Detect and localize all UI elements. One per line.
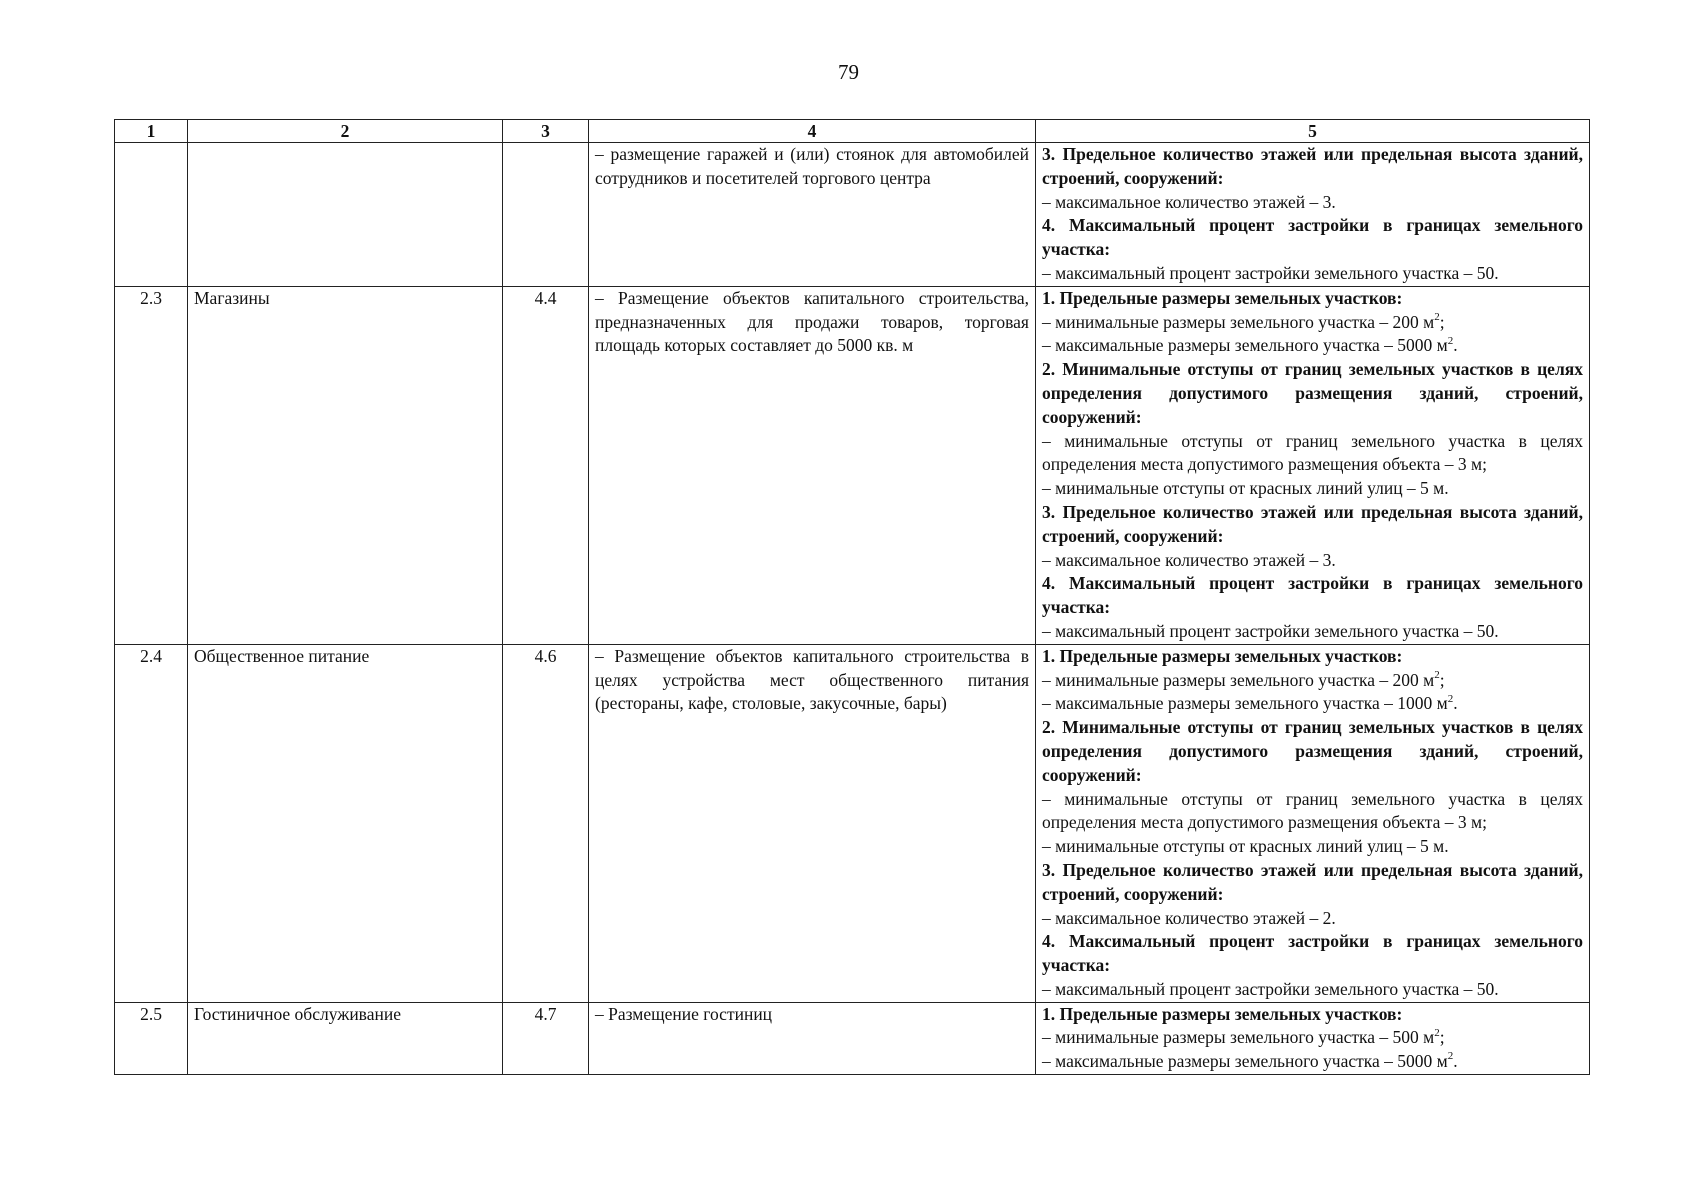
parameter-value xyxy=(1042,549,1583,573)
column-header: 3 xyxy=(503,120,589,143)
parameter-text: 1. Предельные размеры земельных участков: xyxy=(1042,645,1403,666)
parameter-text: 1. Предельные размеры земельных участков: xyxy=(1042,287,1403,308)
column-header: 4 xyxy=(589,120,1036,143)
use-description-cell: – Размещение гостиниц xyxy=(589,1002,1036,1074)
superscript-unit: 2 xyxy=(1447,692,1454,705)
superscript-unit: 2 xyxy=(1434,310,1440,323)
parameter-value xyxy=(1042,334,1583,358)
parameter-heading xyxy=(1042,358,1583,429)
parameter-text: 4. Максимальный процент застройки в границах земельного участка: xyxy=(1042,215,1583,260)
parameters-cell xyxy=(1036,143,1590,287)
parameters-cell xyxy=(1036,1002,1590,1074)
superscript-unit: 2 xyxy=(1434,668,1440,681)
parameter-value xyxy=(1042,907,1583,931)
parameter-text: – максимальное количество этажей – 2. xyxy=(1042,907,1336,928)
parameter-text: 2. Минимальные отступы от границ земельных участков в целях определения допустимого размещения зданий, строений, сооружений: xyxy=(1042,717,1583,785)
parameter-tail: ; xyxy=(1439,669,1445,690)
classifier-code-cell: 4.7 xyxy=(503,1002,589,1074)
parameter-value xyxy=(1042,1050,1583,1074)
parameter-text: 2. Минимальные отступы от границ земельных участков в целях определения допустимого размещения зданий, строений, сооружений: xyxy=(1042,359,1583,427)
use-type-name-cell: Гостиничное обслуживание xyxy=(188,1002,503,1074)
parameter-tail: . xyxy=(1453,693,1458,714)
parameter-value xyxy=(1042,191,1583,215)
superscript-unit: 2 xyxy=(1434,1026,1440,1039)
page-number: 79 xyxy=(838,60,859,84)
use-type-name-cell: Общественное питание xyxy=(188,644,503,1002)
parameter-heading xyxy=(1042,143,1583,191)
column-header: 1 xyxy=(115,120,188,143)
use-type-name-cell: Магазины xyxy=(188,286,503,644)
parameter-tail: ; xyxy=(1439,1027,1445,1048)
row-number-cell xyxy=(115,143,188,287)
parameter-text: – максимальные размеры земельного участка – 5000 м xyxy=(1042,335,1448,356)
parameter-value xyxy=(1042,311,1583,335)
parameter-text: – максимальные размеры земельного участка – 1000 м xyxy=(1042,693,1448,714)
parameter-tail: . xyxy=(1453,335,1458,356)
row-number-cell: 2.3 xyxy=(115,286,188,644)
parameter-value xyxy=(1042,835,1583,859)
parameter-value xyxy=(1042,978,1583,1002)
parameter-heading xyxy=(1042,1003,1583,1027)
parameter-text: – минимальные отступы от красных линий улиц – 5 м. xyxy=(1042,478,1449,499)
classifier-code-cell xyxy=(503,143,589,287)
parameter-text: – максимальный процент застройки земельного участка – 50. xyxy=(1042,262,1499,283)
use-description-cell: – Размещение объектов капитального строительства, предназначенных для продажи товаров, торговая площадь которых составляет до 5000 кв. м xyxy=(589,286,1036,644)
parameter-text: – максимальное количество этажей – 3. xyxy=(1042,549,1336,570)
parameter-text: – максимальные размеры земельного участка – 5000 м xyxy=(1042,1051,1448,1072)
parameter-text: 3. Предельное количество этажей или предельная высота зданий, строений, сооружений: xyxy=(1042,144,1583,188)
parameter-heading xyxy=(1042,716,1583,787)
table-body xyxy=(115,143,1590,1075)
parameter-heading xyxy=(1042,501,1583,549)
column-header: 5 xyxy=(1036,120,1590,143)
parameter-value xyxy=(1042,1026,1583,1050)
parameter-heading xyxy=(1042,930,1583,978)
parameter-text: – минимальные размеры земельного участка – 500 м xyxy=(1042,1027,1435,1048)
row-number-cell: 2.5 xyxy=(115,1002,188,1074)
superscript-unit: 2 xyxy=(1447,334,1454,347)
use-description-cell: – Размещение объектов капитального строительства в целях устройства мест общественного питания (рестораны, кафе, столовые, закусочные, бары) xyxy=(589,644,1036,1002)
parameter-text: 4. Максимальный процент застройки в границах земельного участка: xyxy=(1042,573,1583,618)
classifier-code-cell: 4.6 xyxy=(503,644,589,1002)
table-row xyxy=(115,286,1590,644)
parameter-heading xyxy=(1042,859,1583,907)
parameter-text: 3. Предельное количество этажей или предельная высота зданий, строений, сооружений: xyxy=(1042,859,1583,904)
superscript-unit: 2 xyxy=(1447,1050,1454,1063)
parameters-cell xyxy=(1036,286,1590,644)
use-description-cell: – размещение гаражей и (или) стоянок для автомобилей сотрудников и посетителей торгового центра xyxy=(589,143,1036,287)
parameter-value xyxy=(1042,788,1583,836)
parameter-text: 4. Максимальный процент застройки в границах земельного участка: xyxy=(1042,931,1583,976)
parameter-value xyxy=(1042,477,1583,501)
parameter-heading xyxy=(1042,214,1583,262)
parameter-heading xyxy=(1042,287,1583,311)
column-header: 2 xyxy=(188,120,503,143)
table-row xyxy=(115,644,1590,1002)
classifier-code-cell: 4.4 xyxy=(503,286,589,644)
parameter-text: 1. Предельные размеры земельных участков: xyxy=(1042,1003,1403,1024)
parameter-text: – минимальные отступы от границ земельного участка в целях определения места допустимого размещения объекта – 3 м; xyxy=(1042,788,1583,833)
parameter-text: – максимальный процент застройки земельного участка – 50. xyxy=(1042,620,1499,641)
parameter-heading xyxy=(1042,572,1583,620)
parameter-value xyxy=(1042,620,1583,644)
parameter-text: – минимальные размеры земельного участка – 200 м xyxy=(1042,669,1435,690)
row-number-cell: 2.4 xyxy=(115,644,188,1002)
parameter-text: – максимальный процент застройки земельного участка – 50. xyxy=(1042,978,1499,999)
parameter-text: – минимальные отступы от границ земельного участка в целях определения места допустимого размещения объекта – 3 м; xyxy=(1042,430,1583,475)
parameter-text: 3. Предельное количество этажей или предельная высота зданий, строений, сооружений: xyxy=(1042,501,1583,546)
parameter-text: – минимальные размеры земельного участка – 200 м xyxy=(1042,311,1435,332)
parameter-value xyxy=(1042,669,1583,693)
parameter-tail: ; xyxy=(1439,311,1445,332)
parameter-value xyxy=(1042,262,1583,286)
table-row xyxy=(115,143,1590,287)
land-use-table xyxy=(114,119,1590,1075)
parameter-heading xyxy=(1042,645,1583,669)
parameters-cell xyxy=(1036,644,1590,1002)
parameter-tail: . xyxy=(1453,1051,1458,1072)
parameter-text: – минимальные отступы от красных линий улиц – 5 м. xyxy=(1042,836,1449,857)
use-type-name-cell xyxy=(188,143,503,287)
table-row xyxy=(115,1002,1590,1074)
table-header-row xyxy=(115,120,1590,143)
parameter-text: – максимальное количество этажей – 3. xyxy=(1042,191,1336,212)
parameter-value xyxy=(1042,692,1583,716)
parameter-value xyxy=(1042,430,1583,478)
